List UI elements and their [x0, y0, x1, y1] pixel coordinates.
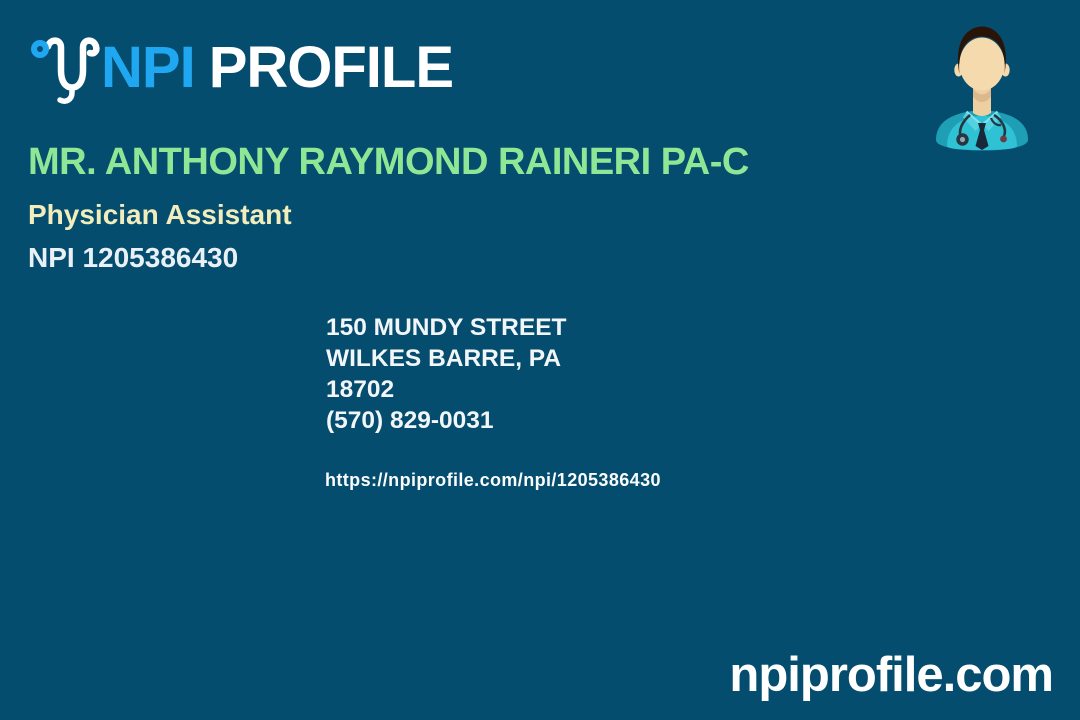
provider-credential: Physician Assistant	[28, 199, 292, 230]
address-line-city-state: WILKES BARRE, PA	[326, 345, 562, 372]
stethoscope-icon	[27, 32, 107, 108]
provider-npi-number: NPI 1205386430	[28, 242, 239, 273]
logo-text-profile: PROFILE	[208, 35, 454, 100]
doctor-avatar	[933, 19, 1031, 151]
address-block	[326, 312, 567, 436]
logo-text	[101, 26, 453, 110]
provider-name: MR. ANTHONY RAYMOND RAINERI PA-C	[28, 141, 749, 183]
phone-number: (570) 829-0031	[326, 407, 494, 434]
site-name: npiprofile.com	[729, 648, 1053, 702]
logo-text-npi: NPI	[101, 35, 195, 100]
address-line-zip: 18702	[326, 376, 395, 403]
profile-url: https://npiprofile.com/npi/1205386430	[325, 470, 661, 490]
address-line-street: 150 MUNDY STREET	[326, 314, 567, 341]
